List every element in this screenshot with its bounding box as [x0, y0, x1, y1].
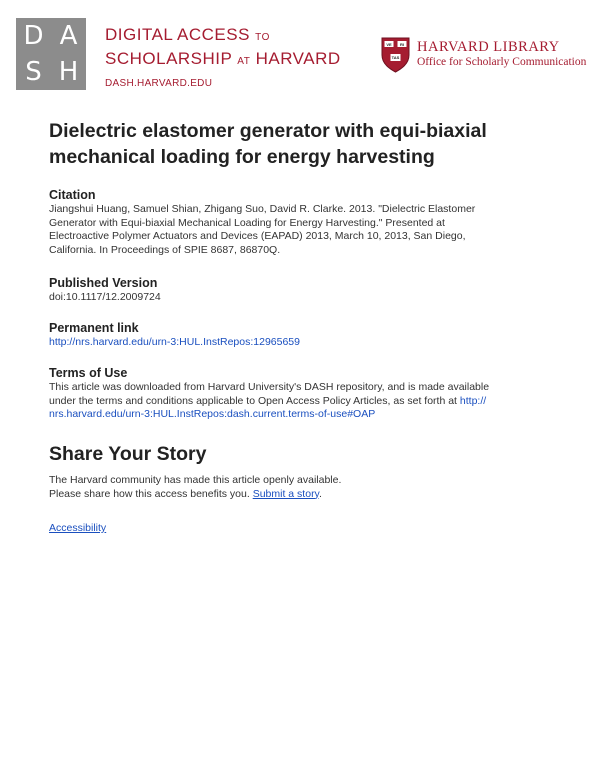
page-header [0, 0, 600, 100]
accessibility-link[interactable]: Accessibility [49, 522, 107, 534]
document-title: Dielectric elastomer generator with equi-biaxial mechanical loading for energy harvesting [49, 120, 487, 168]
terms-of-use-section [49, 366, 559, 422]
harvard-library-wordmark [417, 39, 586, 69]
terms-of-use-link[interactable]: http:// [459, 394, 487, 407]
accessibility-section [49, 522, 559, 536]
permanent-link[interactable]: http://nrs.harvard.edu/urn-3:HUL.InstRepos:12965659 [49, 336, 300, 348]
dash-logo-letter: A [59, 21, 78, 51]
dash-url[interactable]: DASH.HARVARD.EDU [105, 78, 213, 89]
dash-wordmark[interactable] [105, 24, 341, 89]
document-body [49, 118, 559, 534]
dash-logo-letter: S [25, 57, 42, 87]
published-version-section [49, 276, 559, 305]
dash-logo[interactable] [16, 18, 86, 90]
dash-logo-letter: H [58, 57, 79, 87]
harvard-shield-icon [381, 37, 410, 73]
terms-of-use-label: Terms of Use [49, 366, 128, 380]
published-version-doi: doi:10.1117/12.2009724 [49, 291, 161, 303]
share-story-section [49, 443, 559, 501]
dash-line1: DIGITAL ACCESS TO [105, 25, 270, 44]
terms-of-use-text: This article was downloaded from Harvard University's DASH repository, and is made available under the terms and conditions applicable to Open Access Policy Articles, as set forth at http:// nrs.harvard.edu/urn-3:HUL.InstRepos:dash.current.terms-of-use#OAP [49, 381, 490, 420]
shield-text: VE [386, 42, 392, 47]
permanent-link-label: Permanent link [49, 321, 139, 335]
dash-logo-letter: D [23, 21, 44, 51]
terms-of-use-link-continued[interactable]: nrs.harvard.edu/urn-3:HUL.InstRepos:dash.current.terms-of-use#OAP [49, 408, 376, 420]
published-version-label: Published Version [49, 276, 158, 290]
shield-text: RI [400, 42, 404, 47]
permanent-link-section [49, 321, 559, 350]
dash-line2: SCHOLARSHIP AT HARVARD [105, 49, 341, 68]
submit-story-link[interactable]: Submit a story [252, 487, 320, 500]
citation-section [49, 188, 559, 257]
citation-label: Citation [49, 188, 96, 202]
shield-text: TAS [391, 55, 400, 60]
harvard-library-title: HARVARD LIBRARY [417, 39, 560, 55]
share-story-title: Share Your Story [49, 443, 207, 465]
citation-text: Jiangshui Huang, Samuel Shian, Zhigang Suo, David R. Clarke. 2013. "Dielectric Elastomer Generator with Equi-biaxial Mechanical Loading for Energy Harvesting." Presented at Electroactive Polymer Actuators and Devices (EAPAD) 2013, March 10, 2013, San Diego, California. In Proceedings of SPIE 8687, 86870Q. [49, 203, 476, 256]
share-story-text: The Harvard community has made this article openly available. Please share how this access benefits you. Submit a story. [49, 474, 342, 500]
harvard-library-subtitle: Office for Scholarly Communication [417, 56, 587, 68]
